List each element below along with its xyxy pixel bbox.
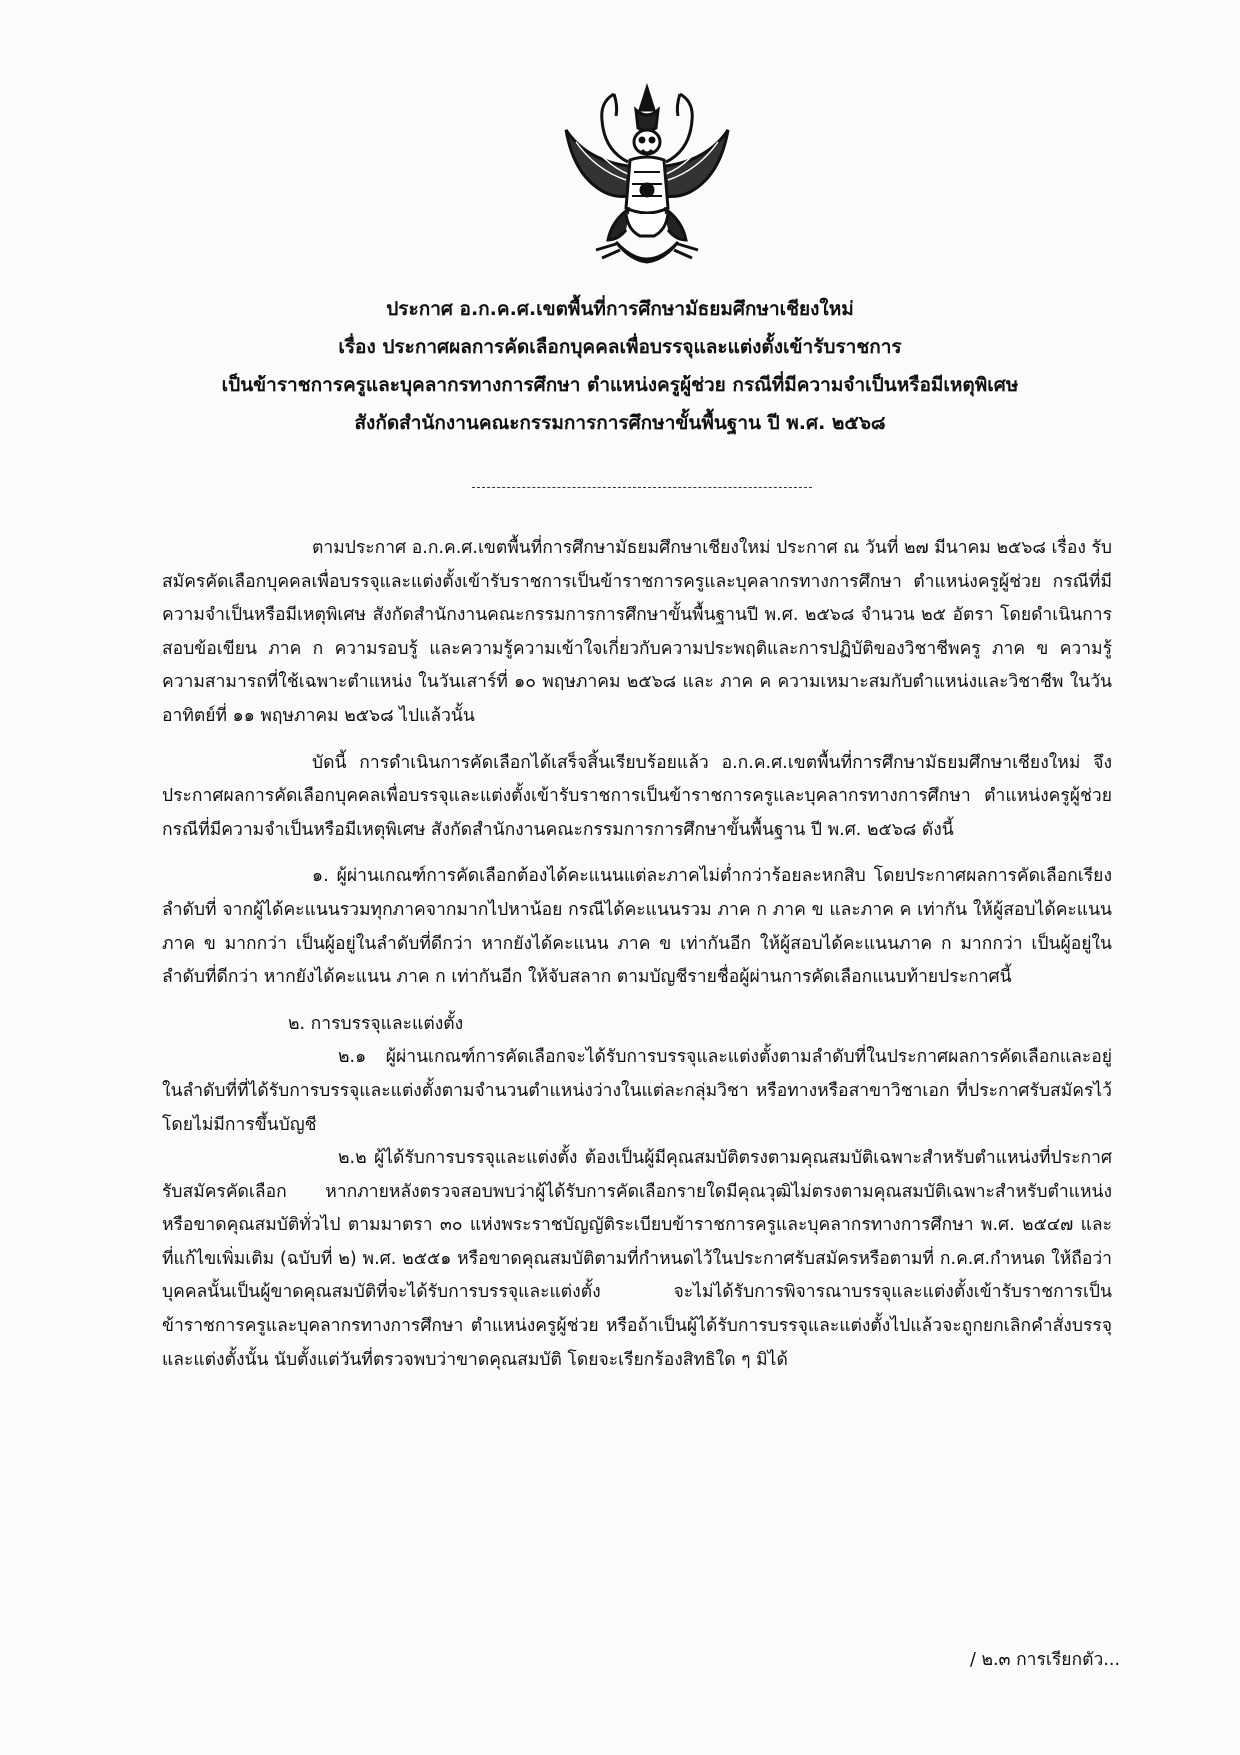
clause-2-1: ๒.๑ ผู้ผ่านเกณฑ์การคัดเลือกจะได้รับการบรรจุและแต่งตั้งตามลำดับที่ในประกาศผลการคัดเลือกและอยู่ในลำดับที่ที่ได้รับการบรรจุและแต่งตั้งตามจำนวนตำแหน่งว่างในแต่ละกลุ่มวิชา หรือทางหรือสาขาวิชาเอก ที่ประกาศรับสมัครไว้โดยไม่มีการขึ้นบัญชี bbox=[162, 1047, 1112, 1135]
garuda-emblem-icon bbox=[556, 80, 738, 280]
announcement-heading bbox=[120, 290, 1120, 442]
announcement-body bbox=[162, 532, 1112, 1377]
clause-2-title: ๒. การบรรจุและแต่งตั้ง bbox=[288, 1013, 464, 1034]
heading-line-2: เรื่อง ประกาศผลการคัดเลือกบุคคลเพื่อบรรจุและแต่งตั้งเข้ารับราชการ bbox=[338, 336, 902, 358]
paragraph-preamble: ตามประกาศ อ.ก.ค.ศ.เขตพื้นที่การศึกษามัธยมศึกษาเชียงใหม่ ประกาศ ณ วันที่ ๒๗ มีนาคม ๒๕๖๘ เรื่อง รับสมัครคัดเลือกบุคคลเพื่อบรรจุและแต่งตั้งเข้ารับราชการเป็นข้าราชการครูและบุคลากรทางการศึกษา ตำแหน่งครูผู้ช่วย กรณีที่มีความจำเป็นหรือมีเหตุพิเศษ สังกัดสำนักงานคณะกรรมการการศึกษาขั้นพื้นฐานปี พ.ศ. ๒๕๖๘ จำนวน ๒๕ อัตรา โดยดำเนินการสอบข้อเขียน ภาค ก ความรอบรู้ และความรู้ความเข้าใจเกี่ยวกับความประพฤติและการปฏิบัติของวิชาชีพครู ภาค ข ความรู้ความสามารถที่ใช้เฉพาะตำแหน่ง ในวันเสาร์ที่ ๑๐ พฤษภาคม ๒๕๖๘ และ ภาค ค ความเหมาะสมกับตำแหน่งและวิชาชีพ ในวันอาทิตย์ที่ ๑๑ พฤษภาคม ๒๕๖๘ ไปแล้วนั้น bbox=[162, 538, 1112, 726]
heading-line-3: เป็นข้าราชการครูและบุคลากรทางการศึกษา ตำแหน่งครูผู้ช่วย กรณีที่มีความจำเป็นหรือมีเหตุพิเศษ bbox=[221, 374, 1019, 396]
dashed-divider bbox=[472, 487, 812, 488]
clause-2-2: ๒.๒ ผู้ได้รับการบรรจุและแต่งตั้ง ต้องเป็นผู้มีคุณสมบัติตรงตามคุณสมบัติเฉพาะสำหรับตำแหน่งที่ประกาศรับสมัครคัดเลือก หากภายหลังตรวจสอบพบว่าผู้ได้รับการคัดเลือกรายใดมีคุณวุฒิไม่ตรงตามคุณสมบัติเฉพาะสำหรับตำแหน่ง หรือขาดคุณสมบัติทั่วไป ตามมาตรา ๓๐ แห่งพระราชบัญญัติระเบียบข้าราชการครูและบุคลากรทางการศึกษา พ.ศ. ๒๕๔๗ และที่แก้ไขเพิ่มเติม (ฉบับที่ ๒) พ.ศ. ๒๕๕๑ หรือขาดคุณสมบัติตามที่กำหนดไว้ในประกาศรับสมัครหรือตามที่ ก.ค.ศ.กำหนด ให้ถือว่าบุคคลนั้นเป็นผู้ขาดคุณสมบัติที่จะได้รับการบรรจุและแต่งตั้ง จะไม่ได้รับการพิจารณาบรรจุและแต่งตั้งเข้ารับราชการเป็นข้าราชการครูและบุคลากรทางการศึกษา ตำแหน่งครูผู้ช่วย หรือถ้าเป็นผู้ได้รับการบรรจุและแต่งตั้งไปแล้วจะถูกยกเลิกคำสั่งบรรจุและแต่งตั้งนั้น นับตั้งแต่วันที่ตรวจพบว่าขาดคุณสมบัติ โดยจะเรียกร้องสิทธิใด ๆ มิได้ bbox=[162, 1148, 1112, 1370]
heading-line-4: สังกัดสำนักงานคณะกรรมการการศึกษาขั้นพื้นฐาน ปี พ.ศ. ๒๕๖๘ bbox=[354, 412, 886, 434]
page-continuation: / ๒.๓ การเรียกตัว... bbox=[969, 1650, 1120, 1670]
heading-line-1: ประกาศ อ.ก.ค.ศ.เขตพื้นที่การศึกษามัธยมศึกษาเชียงใหม่ bbox=[386, 298, 854, 320]
paragraph-announcement: บัดนี้ การดำเนินการคัดเลือกได้เสร็จสิ้นเรียบร้อยแล้ว อ.ก.ค.ศ.เขตพื้นที่การศึกษามัธยมศึกษาเชียงใหม่ จึงประกาศผลการคัดเลือกบุคคลเพื่อบรรจุและแต่งตั้งเข้ารับราชการเป็นข้าราชการครูและบุคลากรทางการศึกษา ตำแหน่งครูผู้ช่วย กรณีที่มีความจำเป็นหรือมีเหตุพิเศษ สังกัดสำนักงานคณะกรรมการการศึกษาขั้นพื้นฐาน ปี พ.ศ. ๒๕๖๘ ดังนี้ bbox=[162, 752, 1112, 840]
clause-1: ๑. ผู้ผ่านเกณฑ์การคัดเลือกต้องได้คะแนนแต่ละภาคไม่ต่ำกว่าร้อยละหกสิบ โดยประกาศผลการคัดเลือกเรียงลำดับที่ จากผู้ได้คะแนนรวมทุกภาคจากมากไปหาน้อย กรณีได้คะแนนรวม ภาค ก ภาค ข และภาค ค เท่ากัน ให้ผู้สอบได้คะแนนภาค ข มากกว่า เป็นผู้อยู่ในลำดับที่ดีกว่า หากยังได้คะแนน ภาค ข เท่ากันอีก ให้ผู้สอบได้คะแนนภาค ก มากกว่า เป็นผู้อยู่ในลำดับที่ดีกว่า หากยังได้คะแนน ภาค ก เท่ากันอีก ให้จับสลาก ตามบัญชีรายชื่อผู้ผ่านการคัดเลือกแนบท้ายประกาศนี้ bbox=[162, 866, 1112, 988]
